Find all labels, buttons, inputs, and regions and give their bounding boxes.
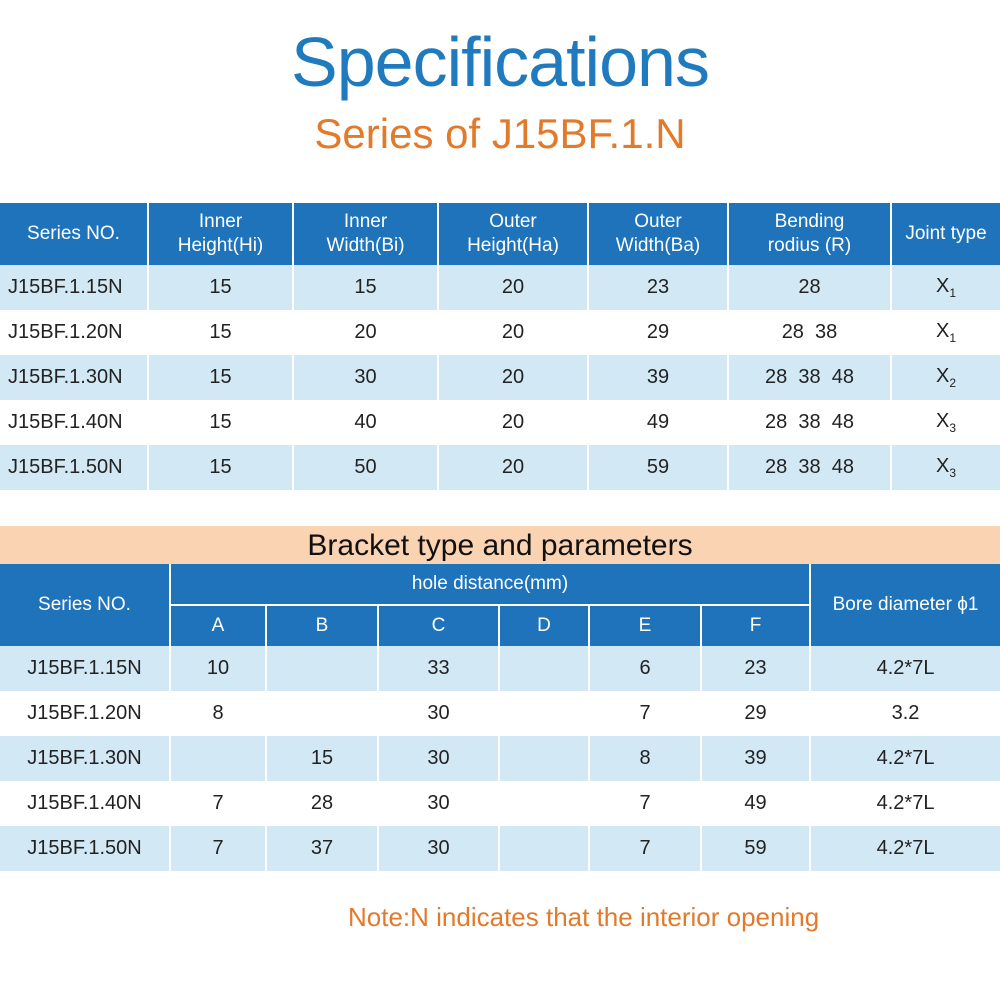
cell-ha: 20 — [438, 310, 588, 355]
cell-series: J15BF.1.30N — [0, 355, 148, 400]
header-bore-diameter: Bore diameter ϕ1 — [810, 564, 1000, 646]
cell-radius: 28 — [728, 265, 891, 310]
cell-ba: 39 — [588, 355, 728, 400]
cell-bi: 30 — [293, 355, 438, 400]
cell-bore: 4.2*7L — [810, 826, 1000, 871]
cell-hi: 15 — [148, 355, 293, 400]
cell-ba: 59 — [588, 445, 728, 490]
header-col-b: B — [266, 605, 378, 646]
table-row — [0, 736, 1000, 781]
cell-e: 7 — [589, 781, 701, 826]
footnote: Note:N indicates that the interior opening — [348, 902, 820, 932]
table-row — [0, 400, 1000, 445]
cell-hi: 15 — [148, 445, 293, 490]
cell-radius: 28 38 48 — [728, 445, 891, 490]
cell-d — [499, 781, 589, 826]
table-row — [0, 691, 1000, 736]
cell-ha: 20 — [438, 265, 588, 310]
cell-series: J15BF.1.30N — [0, 736, 170, 781]
table-row — [0, 826, 1000, 871]
cell-f: 49 — [701, 781, 810, 826]
cell-bore: 4.2*7L — [810, 736, 1000, 781]
table-row — [0, 781, 1000, 826]
cell-series: J15BF.1.15N — [0, 646, 170, 691]
header-bending-radius: Bending rodius (R) — [728, 203, 891, 265]
header-inner-height: Inner Height(Hi) — [148, 203, 293, 265]
cell-series: J15BF.1.15N — [0, 265, 148, 310]
cell-bore: 4.2*7L — [810, 646, 1000, 691]
cell-ba: 49 — [588, 400, 728, 445]
table-row — [0, 265, 1000, 310]
header-series: Series NO. — [0, 564, 170, 646]
cell-joint: $X_1$ — [935, 320, 957, 345]
cell-series: J15BF.1.50N — [0, 445, 148, 490]
cell-f: 59 — [701, 826, 810, 871]
cell-c: 30 — [378, 736, 499, 781]
cell-bore: 4.2*7L — [876, 792, 935, 814]
cell-d — [499, 691, 589, 736]
cell-f: 39 — [701, 736, 810, 781]
cell-ba: 29 — [588, 310, 728, 355]
cell-series: J15BF.1.50N — [0, 826, 170, 871]
cell-joint: $X_3$ — [935, 410, 957, 435]
cell-d — [499, 826, 589, 871]
cell-b: 37 — [266, 826, 378, 871]
spec-table — [0, 203, 1000, 490]
cell-joint: $X_3$ — [891, 445, 1000, 490]
header-joint-type: Joint type — [891, 203, 1000, 265]
cell-c: 30 — [378, 781, 499, 826]
bracket-table — [0, 564, 1000, 871]
cell-radius: 28 38 48 — [728, 355, 891, 400]
cell-e: 6 — [589, 646, 701, 691]
header-series: Series NO. — [0, 203, 148, 265]
cell-ha: 20 — [438, 445, 588, 490]
cell-bi: 20 — [293, 310, 438, 355]
cell-a: 7 — [170, 781, 266, 826]
cell-b: 28 — [266, 781, 378, 826]
cell-b — [266, 691, 378, 736]
cell-e: 7 — [589, 826, 701, 871]
cell-series: J15BF.1.20N — [0, 691, 170, 736]
cell-ha: 20 — [438, 400, 588, 445]
cell-a — [170, 736, 266, 781]
table-row — [0, 646, 1000, 691]
table-row — [0, 355, 1000, 400]
header-col-a: A — [170, 605, 266, 646]
cell-ha: 20 — [438, 355, 588, 400]
cell-series: J15BF.1.40N — [0, 400, 148, 445]
spec-header-row — [0, 203, 1000, 265]
header-outer-height: Outer Height(Ha) — [438, 203, 588, 265]
cell-bi: 50 — [293, 445, 438, 490]
cell-c: 30 — [378, 691, 499, 736]
header-col-d: D — [499, 605, 589, 646]
cell-bi: 15 — [293, 265, 438, 310]
cell-a: 7 — [170, 826, 266, 871]
cell-radius: 28 38 48 — [728, 400, 891, 445]
cell-d — [499, 736, 589, 781]
cell-c: 33 — [378, 646, 499, 691]
cell-b — [266, 646, 378, 691]
bracket-header-row — [0, 564, 1000, 605]
page-subtitle: Series of J15BF.1.N — [314, 110, 686, 157]
cell-ba: 23 — [588, 265, 728, 310]
cell-hi: 15 — [148, 310, 293, 355]
cell-hi: 15 — [148, 265, 293, 310]
header-outer-width: Outer Width(Ba) — [588, 203, 728, 265]
cell-radius: 28 38 — [728, 310, 891, 355]
cell-e: 7 — [589, 691, 701, 736]
cell-joint: $X_1$ — [891, 265, 1000, 310]
cell-e: 8 — [589, 736, 701, 781]
table-row — [0, 310, 1000, 355]
cell-joint: $X_2$ — [891, 355, 1000, 400]
page-title: Specifications — [291, 23, 709, 101]
cell-d — [499, 646, 589, 691]
cell-f: 23 — [701, 646, 810, 691]
cell-bi: 40 — [293, 400, 438, 445]
cell-series: J15BF.1.20N — [0, 310, 148, 355]
cell-series: J15BF.1.40N — [0, 781, 170, 826]
cell-b: 15 — [266, 736, 378, 781]
header-hole-distance: hole distance(mm) — [170, 564, 810, 605]
cell-a: 8 — [170, 691, 266, 736]
header-inner-width: Inner Width(Bi) — [293, 203, 438, 265]
header-col-f: F — [701, 605, 810, 646]
bracket-section-title: Bracket type and parameters — [0, 526, 1000, 564]
cell-bore: 3.2 — [891, 702, 920, 724]
cell-f: 29 — [701, 691, 810, 736]
header-col-e: E — [589, 605, 701, 646]
table-row — [0, 445, 1000, 490]
cell-a: 10 — [170, 646, 266, 691]
cell-hi: 15 — [148, 400, 293, 445]
header-col-c: C — [378, 605, 499, 646]
cell-c: 30 — [378, 826, 499, 871]
